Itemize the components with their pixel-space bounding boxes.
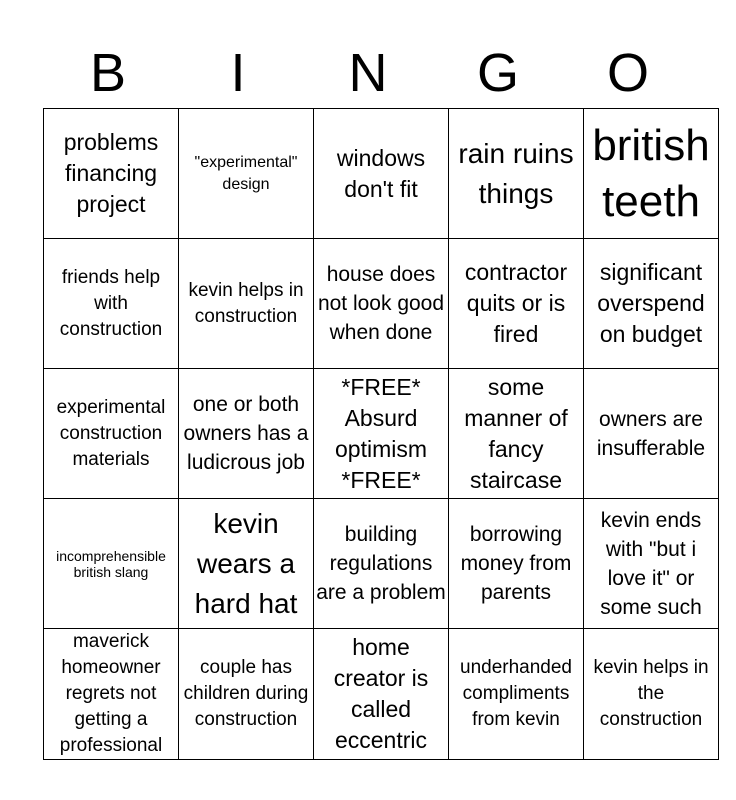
board-row bbox=[44, 369, 719, 499]
header-letter-o: O bbox=[606, 43, 649, 103]
bingo-cell[interactable]: kevin helps in construction bbox=[179, 239, 314, 369]
bingo-cell[interactable]: friends help with construction bbox=[44, 239, 179, 369]
bingo-cell[interactable]: experimental construction materials bbox=[44, 369, 179, 499]
header-letter-b: B bbox=[89, 43, 127, 103]
bingo-cell[interactable]: "experimental" design bbox=[179, 109, 314, 239]
bingo-cell[interactable]: house does not look good when done bbox=[314, 239, 449, 369]
bingo-cell[interactable]: some manner of fancy staircase bbox=[449, 369, 584, 499]
bingo-cell[interactable]: british teeth bbox=[584, 109, 719, 239]
bingo-cell[interactable]: rain ruins things bbox=[449, 109, 584, 239]
bingo-board bbox=[43, 108, 719, 760]
free-space-cell[interactable]: *FREE* Absurd optimism *FREE* bbox=[314, 369, 449, 499]
header-letter-g: G bbox=[476, 43, 519, 103]
bingo-cell[interactable]: home creator is called eccentric bbox=[314, 629, 449, 760]
bingo-cell[interactable]: incomprehensible british slang bbox=[44, 499, 179, 629]
bingo-cell[interactable]: kevin wears a hard hat bbox=[179, 499, 314, 629]
bingo-cell[interactable]: underhanded compliments from kevin bbox=[449, 629, 584, 760]
board-row bbox=[44, 499, 719, 629]
bingo-cell[interactable]: owners are insufferable bbox=[584, 369, 719, 499]
bingo-cell[interactable]: kevin helps in the construction bbox=[584, 629, 719, 760]
board-row bbox=[44, 239, 719, 369]
board-row bbox=[44, 109, 719, 239]
header-letter-n: N bbox=[348, 43, 388, 103]
bingo-cell[interactable]: windows don't fit bbox=[314, 109, 449, 239]
board-row bbox=[44, 629, 719, 760]
bingo-cell[interactable]: kevin ends with "but i love it" or some such bbox=[584, 499, 719, 629]
header-letter-i: I bbox=[230, 43, 246, 103]
bingo-cell[interactable]: one or both owners has a ludicrous job bbox=[179, 369, 314, 499]
bingo-cell[interactable]: significant overspend on budget bbox=[584, 239, 719, 369]
bingo-cell[interactable]: borrowing money from parents bbox=[449, 499, 584, 629]
bingo-header bbox=[43, 38, 693, 108]
bingo-cell[interactable]: building regulations are a problem bbox=[314, 499, 449, 629]
bingo-cell[interactable]: contractor quits or is fired bbox=[449, 239, 584, 369]
bingo-cell[interactable]: maverick homeowner regrets not getting a professional bbox=[44, 629, 179, 760]
bingo-cell[interactable]: problems financing project bbox=[44, 109, 179, 239]
bingo-cell[interactable]: couple has children during construction bbox=[179, 629, 314, 760]
